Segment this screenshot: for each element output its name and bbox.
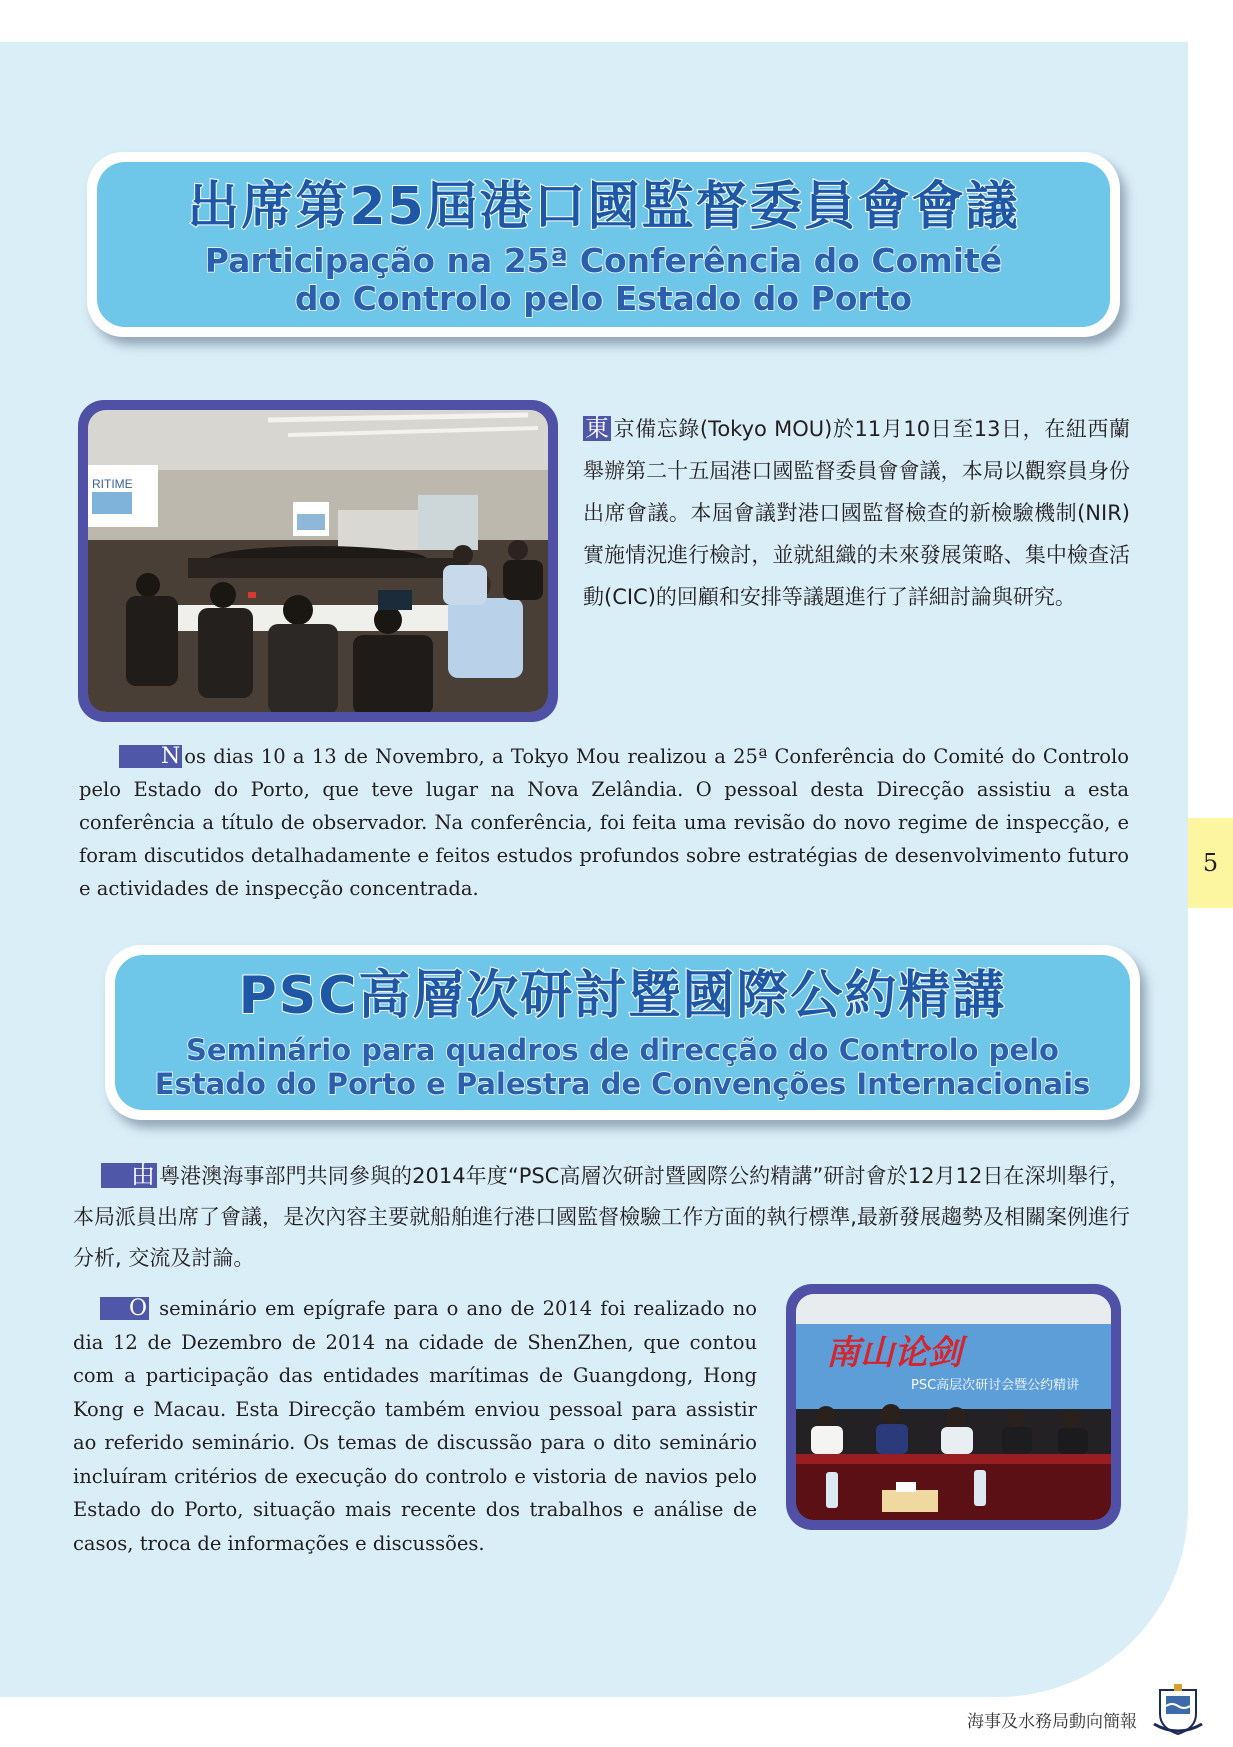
section2-cn-dropcap: 由 [101,1163,157,1188]
photo-screen-text: RITIME [92,477,133,491]
conference-room-image [88,410,548,712]
section1-cn-paragraph [583,408,1130,618]
section2-pt-paragraph [73,1292,757,1560]
section1-cn-dropcap: 東 [585,414,609,442]
section2-pt-body: seminário em epígrafe para o ano de 2014 foi realizado no dia 12 de Dezembro de 2014 na cidade de ShenZhen, que contou com a participação das entidades marítimas de Guangdong, Hong Kong e Macau. Esta Direcção também enviou pessoal para assistir ao referido seminário. Os temas de discussão para o dito seminário incluíram critérios de execução do controlo e vistoria de navios pelo Estado do Porto, situação mais recente dos trabalhos e análise de casos, troca de informações e discussões. [73,1297,757,1555]
photo-banner-subtext: PSC高层次研讨会暨公约精讲 [911,1378,1080,1393]
section2-cn-paragraph [73,1156,1130,1279]
page-number-tab: 5 [1188,818,1233,908]
section1-title-banner [87,152,1120,337]
section2-title-box [115,955,1130,1110]
section2-title-cn: PSC高層次研討暨國際公約精講 [238,966,1007,1026]
section1-title-box [97,162,1110,327]
conference-photo-frame [78,400,558,722]
section2-title-banner [105,945,1140,1120]
section1-pt-paragraph [79,740,1129,905]
footer-publication-title: 海事及水務局動向簡報 [967,1712,1137,1732]
section2-title-pt-line1: Seminário para quadros de direcção do Controlo pelo [186,1033,1059,1067]
section2-pt-dropcap: O [100,1297,149,1320]
conference-photo [88,410,548,712]
section1-title-pt-line1: Participação na 25ª Conferência do Comité [204,241,1003,280]
seminar-photo [796,1294,1111,1520]
section2-title-pt-line2: Estado do Porto e Palestra de Convenções Internacionais [154,1067,1091,1101]
photo-banner-text: 南山论剑 [826,1333,962,1373]
seminar-photo-frame [786,1284,1121,1530]
section2-cn-body: 粵港澳海事部門共同參與的2014年度“PSC高層次研討暨國際公約精講”研討會於12月12日在深圳舉行，本局派員出席了會議，是次內容主要就船舶進行港口國監督檢驗工作方面的執行標準,最新發展趨勢及相關案例進行分析, 交流及討論。 [73,1164,1130,1270]
seminar-image [796,1294,1111,1520]
section1-pt-body: os dias 10 a 13 de Novembro, a Tokyo Mou realizou a 25ª Conferência do Comité do Controlo pelo Estado do Porto, que teve lugar na Nova Zelândia. O pessoal desta Direcção assistiu a esta conferência a título de observador. Na conferência, foi feita uma revisão do novo regime de inspecção, e foram discutidos detalhadamente e feitos estudos profundos sobre estratégias de desenvolvimento futuro e actividades de inspecção concentrada. [79,745,1129,900]
emblem-logo-icon [1152,1680,1204,1736]
section1-cn-body: 京備忘錄(Tokyo MOU)於11月10日至13日，在紐西蘭舉辦第二十五屆港口國監督委員會會議，本局以觀察員身份出席會議。本屆會議對港口國監督檢查的新檢驗機制(NIR)實施情況進行檢討，並就組織的未來發展策略、集中檢查活動(CIC)的回顧和安排等議題進行了詳細討論與研究。 [583,417,1130,609]
section1-pt-dropcap: N [119,745,182,768]
section1-title-pt-line2: do Controlo pelo Estado do Porto [294,279,913,318]
section1-title-cn: 出席第25屆港口國監督委員會會議 [187,177,1020,237]
